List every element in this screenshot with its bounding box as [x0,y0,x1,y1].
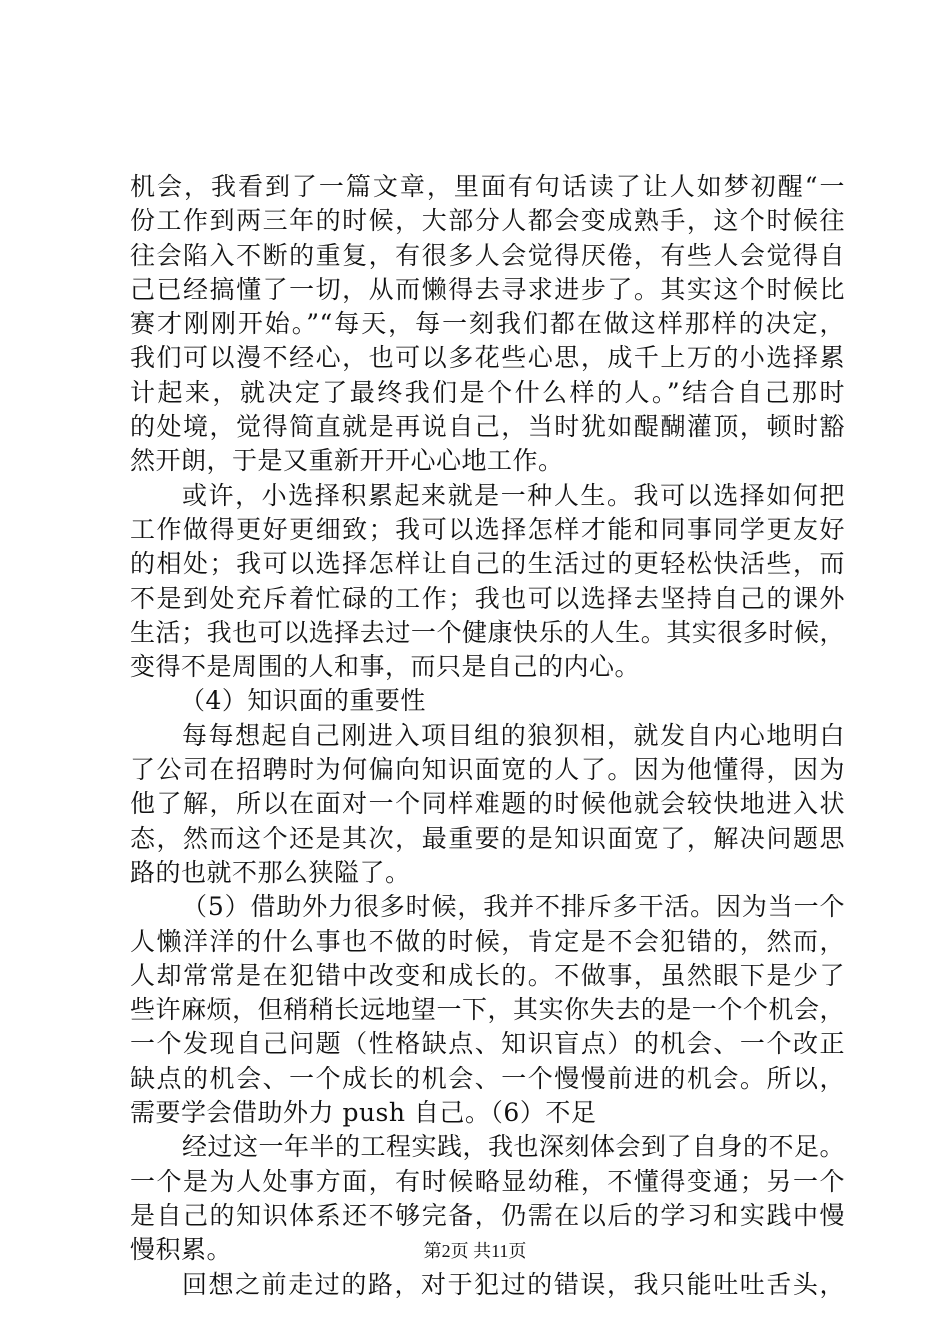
text-line: 或许，小选择积累起来就是一种人生。我可以选择如何把 [182,480,845,510]
section-heading: （4）知识面的重要性 [180,686,426,716]
text-line: 生活；我也可以选择去过一个健康快乐的人生。其实很多时候， [130,617,845,647]
text-line: 往会陷入不断的重复，有很多人会觉得厌倦，有些人会觉得自 [130,240,845,270]
text-line: 不是到处充斥着忙碌的工作；我也可以选择去坚持自己的课外 [130,583,845,613]
text-line: 然开朗，于是又重新开开心心地工作。 [130,446,564,476]
text-line: 需要学会借助外力 push 自己。（6）不足 [130,1098,597,1128]
text-line: 每每想起自己刚进入项目组的狼狈相，就发自内心地明白 [182,720,845,750]
text-line: 计起来，就决定了最终我们是个什么样的人。”结合自己那时 [130,377,845,407]
text-line: 态，然而这个还是其次，最重要的是知识面宽了，解决问题思 [130,823,845,853]
text-line: 缺点的机会、一个成长的机会、一个慢慢前进的机会。所以， [130,1063,845,1093]
text-line: 路的也就不那么狭隘了。 [130,857,411,887]
text-line: 我们可以漫不经心，也可以多花些心思，成千上万的小选择累 [130,343,845,373]
text-line: 工作做得更好更细致；我可以选择怎样才能和同事同学更友好 [130,514,845,544]
text-line: 经过这一年半的工程实践，我也深刻体会到了自身的不足。 [182,1132,846,1162]
text-line: 了公司在招聘时为何偏向知识面宽的人了。因为他懂得，因为 [130,755,845,785]
text-line: 的处境，觉得简直就是再说自己，当时犹如醍醐灌顶，顿时豁 [130,412,845,442]
page-footer: 第2页 共11页 [423,1241,527,1261]
text-line: 是自己的知识体系还不够完备，仍需在以后的学习和实践中慢 [130,1200,845,1230]
text-line: 一个是为人处事方面，有时候略显幼稚，不懂得变通；另一个 [130,1166,845,1196]
text-line: 己已经搞懂了一切，从而懒得去寻求进步了。其实这个时候比 [130,274,845,304]
text-line: （5）借助外力很多时候，我并不排斥多干活。因为当一个 [182,892,845,922]
text-line: 的相处；我可以选择怎样让自己的生活过的更轻松快活些，而 [130,549,845,579]
text-line: 份工作到两三年的时候，大部分人都会变成熟手，这个时候往 [130,206,845,236]
text-line: 一个发现自己问题（性格缺点、知识盲点）的机会、一个改正 [130,1029,845,1059]
text-line: 慢积累。 [130,1235,233,1265]
text-line: 变得不是周围的人和事，而只是自己的内心。 [130,652,641,682]
text-line: 人却常常是在犯错中改变和成长的。不做事，虽然眼下是少了 [130,960,845,990]
document-body [130,170,845,1302]
text-line: 他了解，所以在面对一个同样难题的时候他就会较快地进入状 [130,789,845,819]
text-line: 人懒洋洋的什么事也不做的时候，肯定是不会犯错的，然而， [130,926,845,956]
text-line: 赛才刚刚开始。”“每天，每一刻我们都在做这样那样的决定， [130,309,845,339]
text-line: 回想之前走过的路，对于犯过的错误，我只能吐吐舌头， [182,1269,845,1299]
text-line: 些许麻烦，但稍稍长远地望一下，其实你失去的是一个个机会， [130,995,845,1025]
text-line: 机会，我看到了一篇文章，里面有句话读了让人如梦初醒“一 [130,172,845,201]
